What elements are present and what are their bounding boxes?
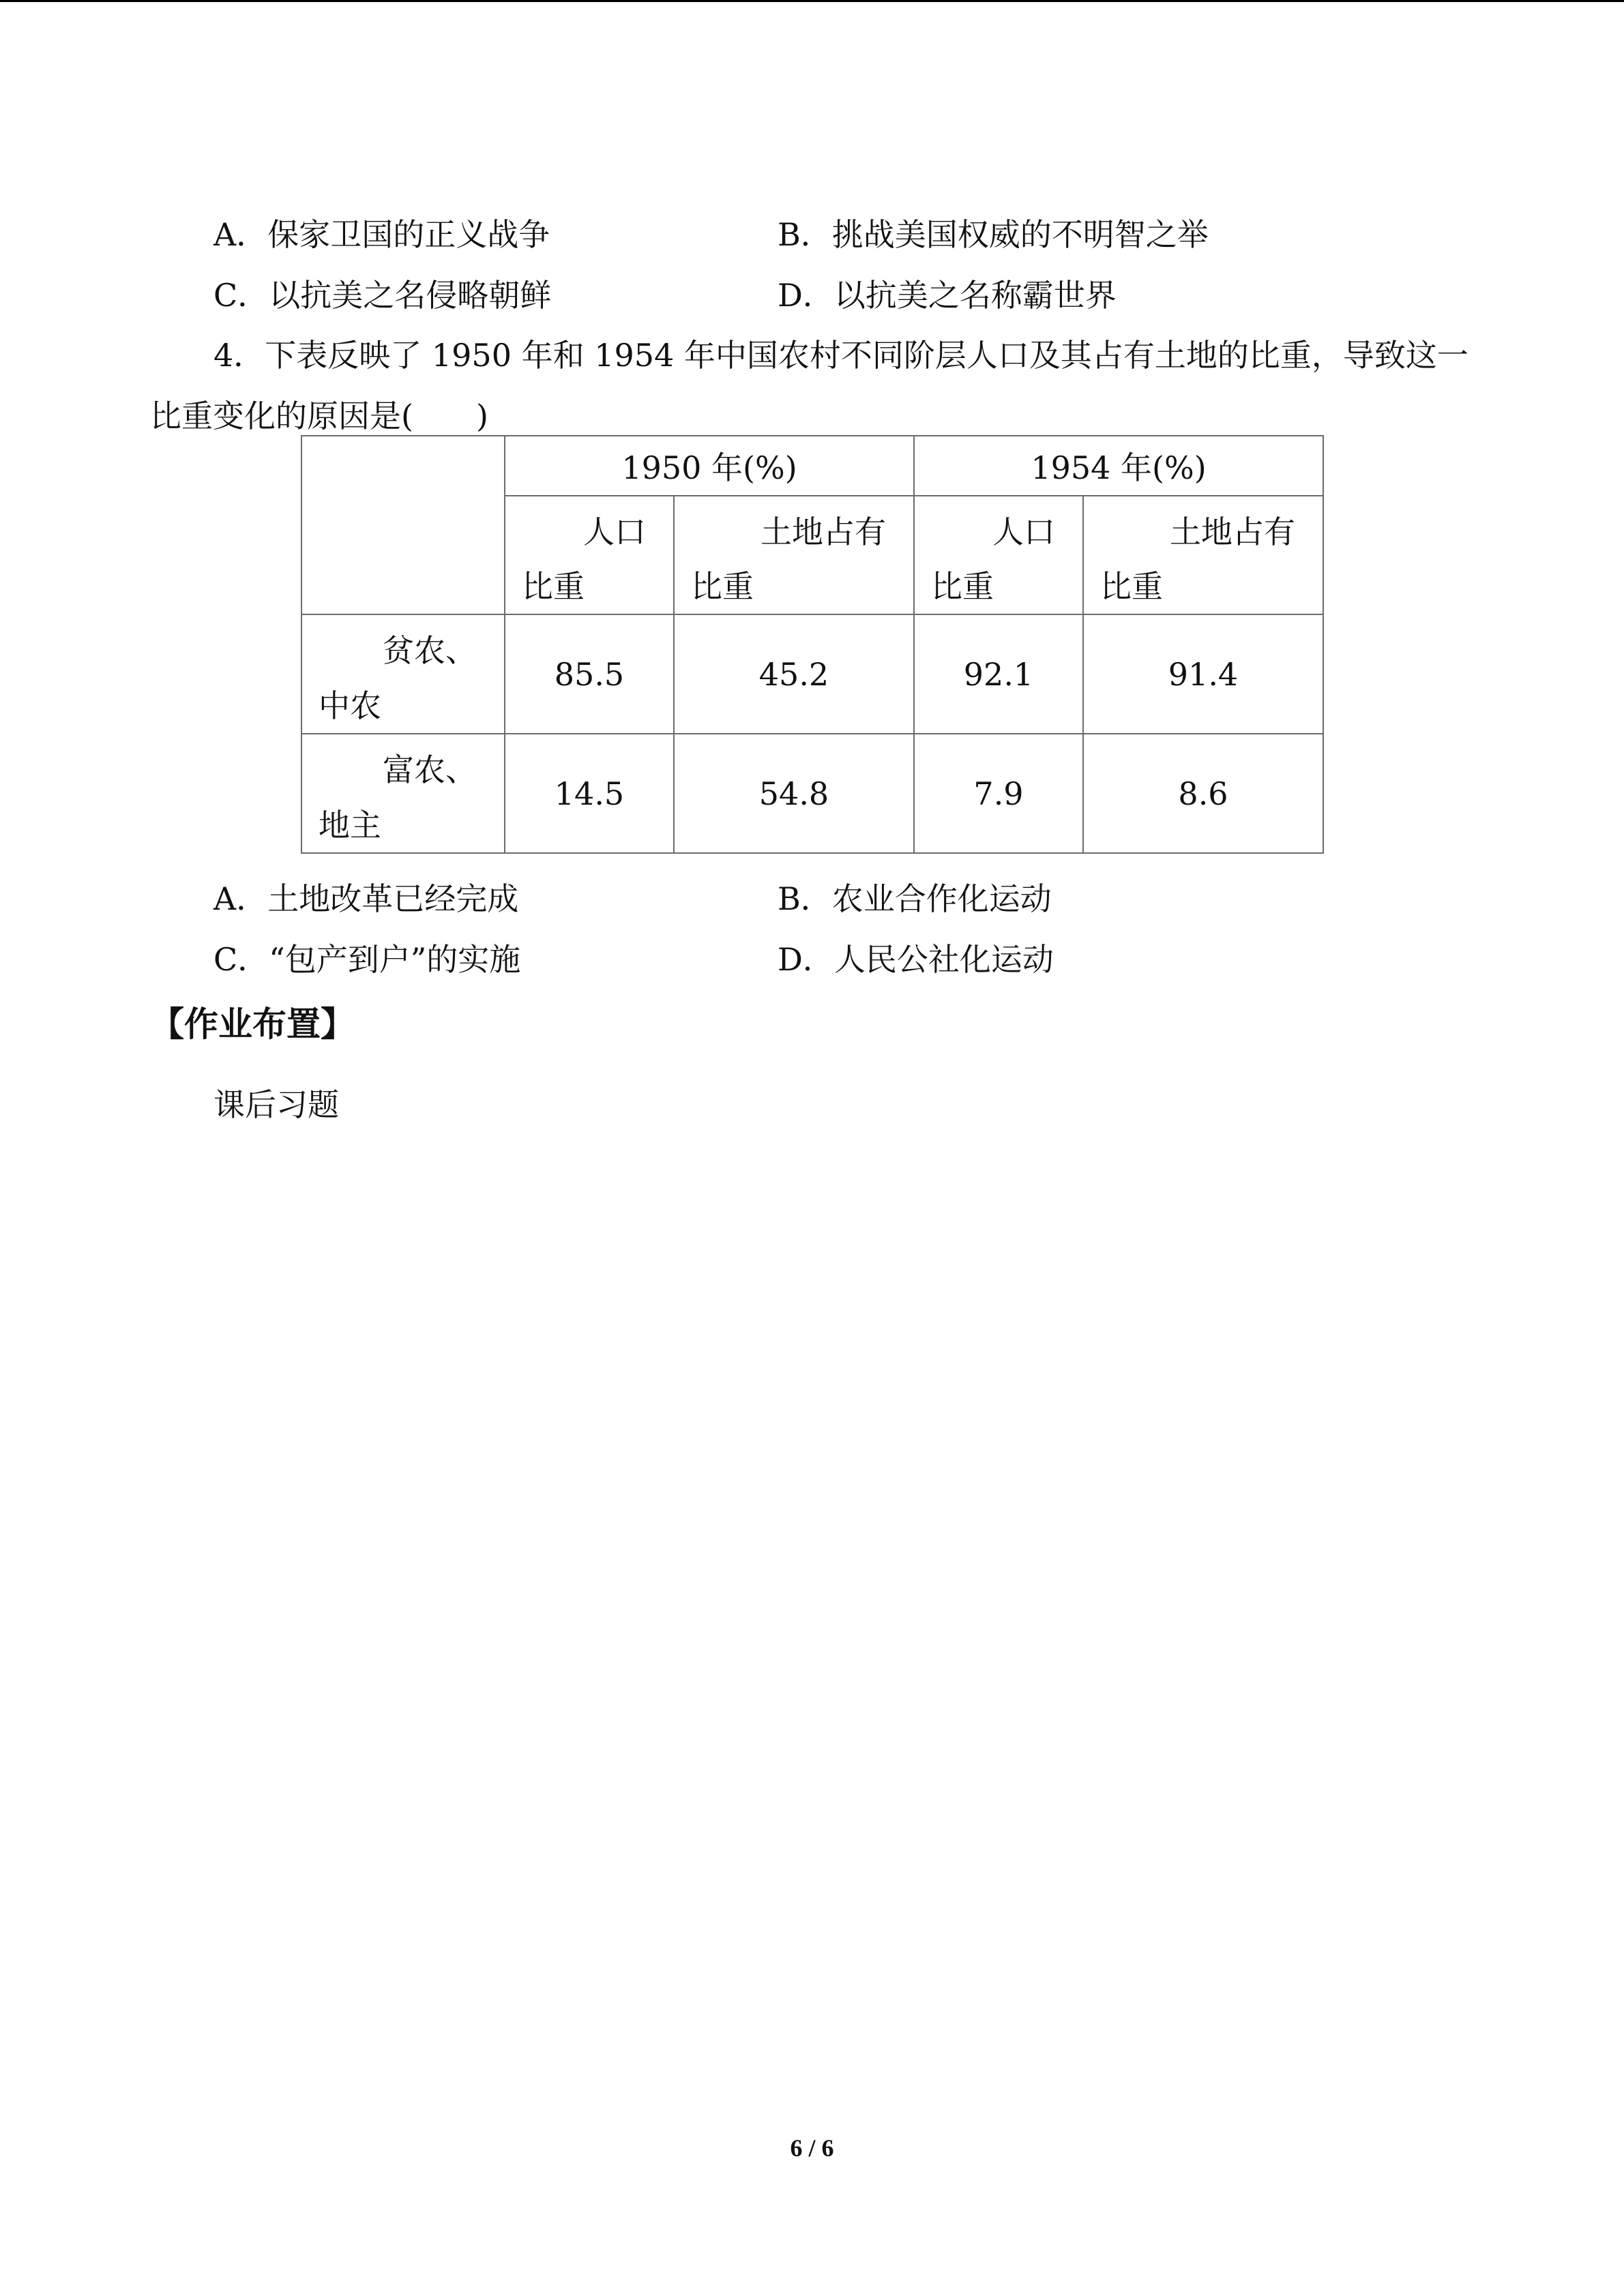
subheader-label-top: 土地占有 (761, 513, 886, 550)
page-number: 6 / 6 (790, 2134, 834, 2162)
row-label-bottom: 中农 (319, 687, 381, 724)
q3-option-c: C．以抗美之名侵略朝鲜 (213, 277, 552, 314)
q3-option-b: B．挑战美国权威的不明智之举 (778, 216, 1209, 253)
q3-option-a: A．保家卫国的正义战争 (213, 216, 550, 253)
cell-value: 85.5 (505, 614, 674, 734)
row-label-poor-middle-peasants (301, 614, 505, 734)
subheader-1950-land (674, 496, 914, 614)
top-border-line (0, 0, 1624, 2)
homework-heading: 【作业布置】 (150, 1004, 355, 1044)
cell-value: 8.6 (1083, 734, 1323, 853)
table-corner-cell (301, 436, 505, 614)
q4-option-c: C．“包产到户”的实施 (213, 941, 521, 978)
q3-option-d: D．以抗美之名称霸世界 (778, 277, 1117, 314)
subheader-1954-population (914, 496, 1083, 614)
header-1950: 1950 年(%) (505, 436, 914, 496)
table-row (301, 734, 1323, 853)
table-header-row (301, 436, 1323, 496)
cell-value: 45.2 (674, 614, 914, 734)
subheader-label-top: 土地占有 (1170, 513, 1295, 550)
subheader-label-bottom: 比重 (691, 568, 754, 605)
homework-content: 课后习题 (213, 1086, 339, 1123)
q4-option-a: A．土地改革已经完成 (213, 880, 519, 917)
cell-value: 91.4 (1083, 614, 1323, 734)
cell-value: 92.1 (914, 614, 1083, 734)
q4-data-table (301, 435, 1324, 854)
subheader-label-top: 人口 (583, 513, 646, 550)
table-row (301, 614, 1323, 734)
subheader-label-bottom: 比重 (1100, 568, 1163, 605)
cell-value: 54.8 (674, 734, 914, 853)
q4-option-b: B．农业合作化运动 (778, 880, 1052, 917)
cell-value: 14.5 (505, 734, 674, 853)
q4-stem-line1: 4．下表反映了 1950 年和 1954 年中国农村不同阶层人口及其占有土地的比重，导致这一 (213, 337, 1468, 374)
subheader-label-bottom: 比重 (931, 568, 994, 605)
row-label-bottom: 地主 (319, 807, 381, 844)
subheader-label-bottom: 比重 (522, 568, 585, 605)
q4-stem-line2: 比重变化的原因是( ) (150, 398, 488, 434)
row-label-top: 贫农、 (383, 632, 477, 669)
subheader-1950-population (505, 496, 674, 614)
q4-option-d: D．人民公社化运动 (778, 941, 1054, 978)
row-label-rich-peasants-landlords (301, 734, 505, 853)
row-label-top: 富农、 (383, 751, 477, 788)
cell-value: 7.9 (914, 734, 1083, 853)
subheader-1954-land (1083, 496, 1323, 614)
subheader-label-top: 人口 (992, 513, 1055, 550)
header-1954: 1954 年(%) (914, 436, 1323, 496)
